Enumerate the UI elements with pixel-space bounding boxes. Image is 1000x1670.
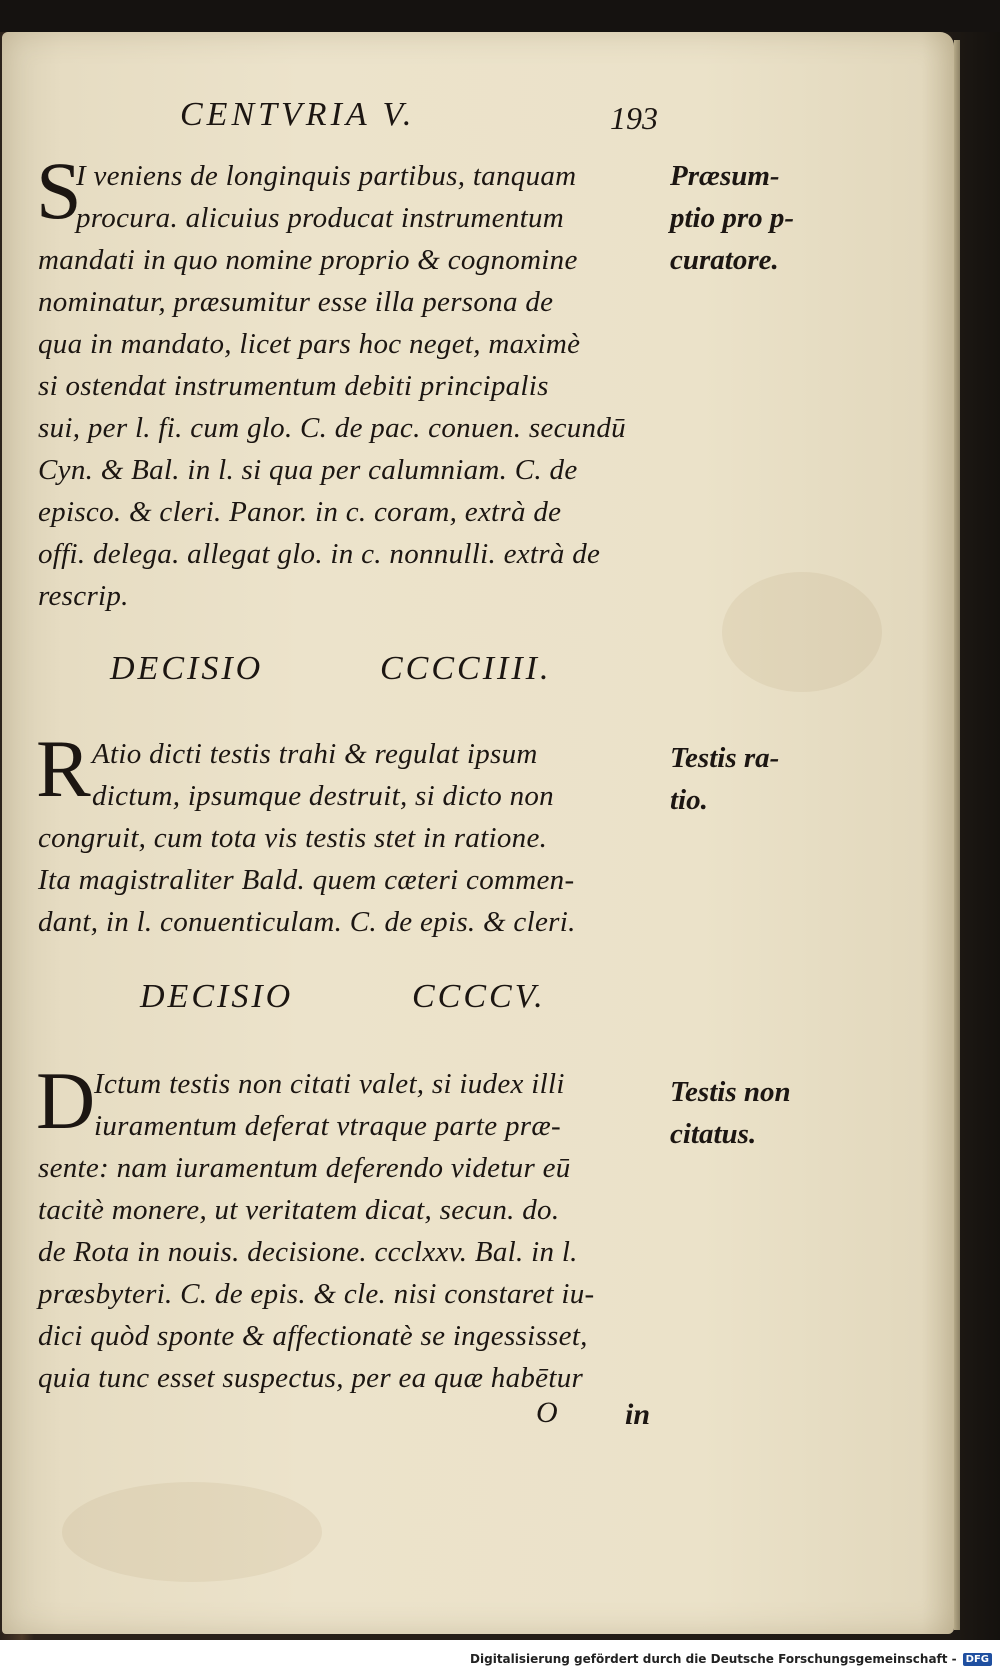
- text-line: procura. alicuius producat instrumentum: [76, 202, 565, 234]
- dropcap-s: S: [36, 145, 82, 236]
- page-header: [180, 96, 680, 146]
- margin-note-line: Præsum-: [670, 160, 780, 192]
- text-line: tacitè monere, ut veritatem dicat, secun. do.: [38, 1194, 560, 1226]
- text-line: sui, per l. fi. cum glo. C. de pac. conuen. secundū: [38, 412, 626, 444]
- paper-stain: [722, 572, 882, 692]
- decisio-number: CCCCIIII.: [380, 650, 552, 687]
- dropcap-r: R: [36, 723, 91, 814]
- text-line: dici quòd sponte & affectionatè se ingessisset,: [38, 1320, 588, 1352]
- signature-mark: O: [536, 1396, 558, 1429]
- footer-credit: Digitalisierung gefördert durch die Deutsche Forschungsgemeinschaft -: [470, 1652, 957, 1666]
- text-line: mandati in quo nomine proprio & cognomine: [38, 244, 578, 276]
- margin-note-line: curatore.: [670, 244, 779, 276]
- text-line: dant, in l. conuenticulam. C. de epis. & cleri.: [38, 906, 576, 938]
- text-line: de Rota in nouis. decisione. ccclxxv. Bal. in l.: [38, 1236, 578, 1268]
- text-line: rescrip.: [38, 580, 129, 612]
- scan-top-border: [0, 0, 1000, 32]
- decisio-number: CCCCV.: [412, 978, 546, 1015]
- running-head: CENTVRIA V.: [180, 96, 416, 133]
- text-line: sente: nam iuramentum deferendo videtur eū: [38, 1152, 571, 1184]
- dropcap-d: D: [36, 1055, 96, 1146]
- text-line: nominatur, præsumitur esse illa persona de: [38, 286, 554, 318]
- text-line: offi. delega. allegat glo. in c. nonnulli. extrà de: [38, 538, 601, 570]
- text-line: iuramentum deferat vtraque parte præ-: [94, 1110, 561, 1142]
- text-line: Ita magistraliter Bald. quem cæteri commen-: [38, 864, 575, 896]
- dfg-logo-icon: DFG: [963, 1653, 992, 1666]
- text-line: præsbyteri. C. de epis. & cle. nisi constaret iu-: [38, 1278, 595, 1310]
- text-line: quia tunc esset suspectus, per ea quæ habētur: [38, 1362, 584, 1394]
- text-line: dictum, ipsumque destruit, si dicto non: [92, 780, 554, 812]
- decisio-label: DECISIO: [140, 978, 294, 1015]
- paper-stain: [62, 1482, 322, 1582]
- margin-note-line: tio.: [670, 784, 708, 816]
- margin-note-line: Testis non: [670, 1076, 791, 1108]
- text-line: Cyn. & Bal. in l. si qua per calumniam. C. de: [38, 454, 578, 486]
- text-line: congruit, cum tota vis testis stet in ratione.: [38, 822, 548, 854]
- digitization-footer: [470, 1648, 992, 1670]
- text-line: qua in mandato, licet pars hoc neget, maximè: [38, 328, 581, 360]
- decisio-label: DECISIO: [110, 650, 264, 687]
- text-line: I veniens de longinquis partibus, tanquam: [76, 160, 577, 192]
- text-line: Atio dicti testis trahi & regulat ipsum: [92, 738, 538, 770]
- text-line: si ostendat instrumentum debiti principalis: [38, 370, 549, 402]
- catchword: in: [625, 1398, 651, 1431]
- page-number: 193: [610, 100, 658, 136]
- margin-note-line: ptio pro p-: [670, 202, 795, 234]
- page-edge: [954, 40, 960, 1630]
- text-line: Ictum testis non citati valet, si iudex illi: [94, 1068, 565, 1100]
- margin-note-line: citatus.: [670, 1118, 757, 1150]
- text-line: episco. & cleri. Panor. in c. coram, extrà de: [38, 496, 562, 528]
- margin-note-line: Testis ra-: [670, 742, 780, 774]
